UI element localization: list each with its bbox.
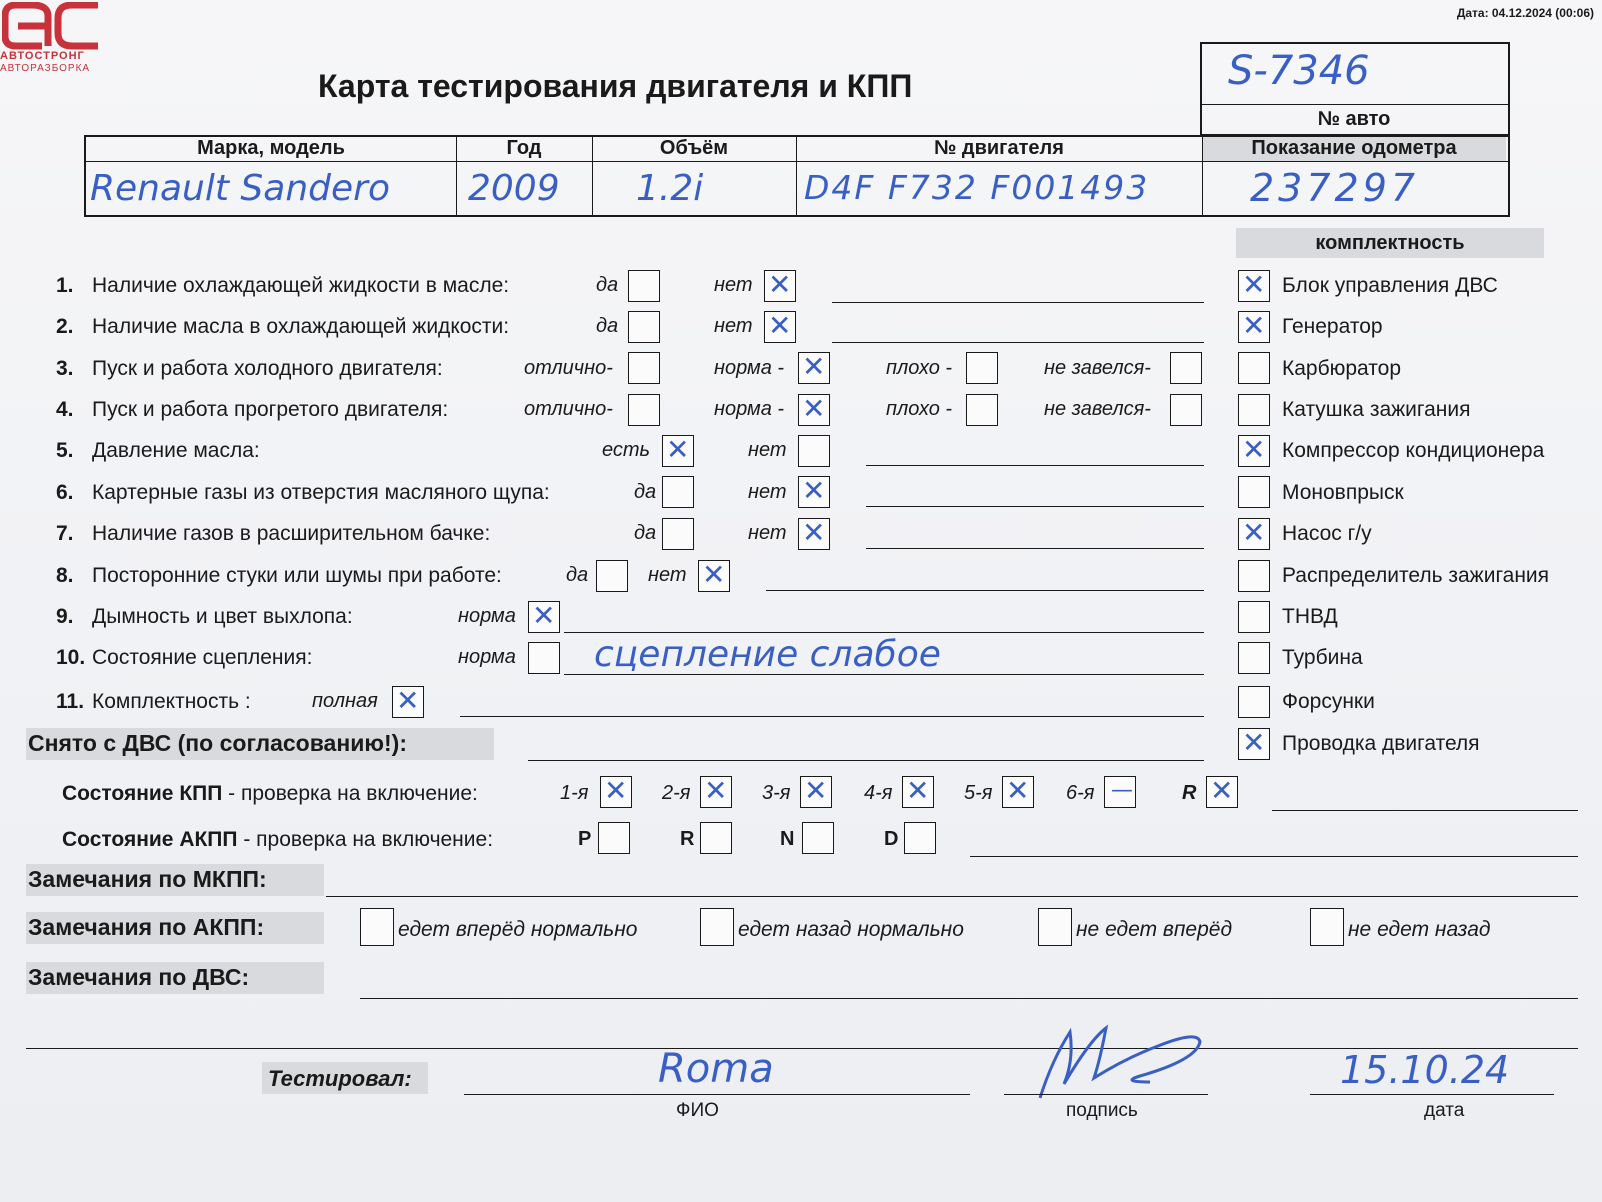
tester-name: Roma xyxy=(658,1046,774,1092)
check-label: Наличие охлаждающей жидкости в масле: xyxy=(92,274,510,297)
tested-label: Тестировал: xyxy=(268,1066,412,1091)
checkbox-checked[interactable] xyxy=(662,435,694,467)
test-date: 15.10.24 xyxy=(1340,1048,1510,1092)
check-option: нет xyxy=(748,522,787,544)
check-mark-icon: ✕ xyxy=(802,392,826,425)
akpp-mode-checkbox[interactable] xyxy=(700,822,732,854)
checkbox[interactable] xyxy=(1170,394,1202,426)
check-mark-icon: ✕ xyxy=(1242,309,1266,342)
check-option: плохо - xyxy=(886,357,953,379)
checkbox[interactable] xyxy=(662,476,694,508)
gear-checkbox-checked[interactable] xyxy=(1002,776,1034,808)
akpp-remark-option: едет вперёд нормально xyxy=(398,918,638,941)
check-option: плохо - xyxy=(886,398,953,420)
signature-caption: подпись xyxy=(1066,1100,1138,1121)
checkbox-checked[interactable] xyxy=(764,311,796,343)
header-col-odometer: Показание одометра xyxy=(1251,137,1457,159)
check-number: 8. xyxy=(56,564,74,587)
checkbox[interactable] xyxy=(662,518,694,550)
check-label: Давление масла: xyxy=(92,439,260,462)
equipment-checkbox-checked[interactable] xyxy=(1238,311,1270,343)
gear-label: 6-я xyxy=(1066,782,1095,804)
equipment-checkbox-checked[interactable] xyxy=(1238,728,1270,760)
akpp-remarks-label: Замечания по АКПП: xyxy=(28,914,265,940)
checkbox[interactable] xyxy=(798,435,830,467)
checkbox-checked[interactable] xyxy=(798,476,830,508)
akpp-mode-checkbox[interactable] xyxy=(904,822,936,854)
check-option: не завелся- xyxy=(1044,357,1151,379)
equipment-checkbox[interactable] xyxy=(1238,394,1270,426)
signature-line xyxy=(1004,1094,1208,1095)
check-number: 10. xyxy=(56,646,86,669)
notes-line xyxy=(460,716,1204,717)
kpp-label-bold: Состояние КПП xyxy=(62,782,223,805)
equipment-label: Моновпрыск xyxy=(1282,481,1404,504)
check-label: Дымность и цвет выхлопа: xyxy=(92,605,353,628)
check-option: нет xyxy=(748,439,787,461)
akpp-remark-checkbox[interactable] xyxy=(1038,908,1072,946)
gear-checkbox-checked[interactable] xyxy=(1206,776,1238,808)
akpp-mode-label: D xyxy=(884,828,899,850)
checkbox-checked[interactable] xyxy=(798,352,830,384)
check-mark-icon: ✕ xyxy=(804,774,828,807)
notes-line xyxy=(766,590,1204,591)
check-option: да xyxy=(596,315,619,337)
checkbox[interactable] xyxy=(628,311,660,343)
equipment-label: Компрессор кондиционера xyxy=(1282,439,1545,462)
equipment-label: Генератор xyxy=(1282,315,1383,338)
equipment-label: Карбюратор xyxy=(1282,357,1402,380)
check-mark-icon: ✕ xyxy=(666,433,690,466)
check-mark-icon: ✕ xyxy=(1210,774,1234,807)
checkbox-checked[interactable] xyxy=(798,518,830,550)
logo-text: АВТОСТРОНГ xyxy=(0,50,85,62)
gear-checkbox-checked[interactable] xyxy=(700,776,732,808)
gear-label: 3-я xyxy=(762,782,791,804)
check-mark-icon: ✕ xyxy=(1242,726,1266,759)
removed-line xyxy=(528,760,1204,761)
check-option: да xyxy=(634,481,657,503)
check-label: Состояние сцепления: xyxy=(92,646,313,669)
akpp-line xyxy=(970,856,1578,857)
equipment-label: Насос г/у xyxy=(1282,522,1372,545)
equipment-checkbox-checked[interactable] xyxy=(1238,518,1270,550)
checkbox[interactable] xyxy=(628,270,660,302)
akpp-remark-checkbox[interactable] xyxy=(1310,908,1344,946)
gear-label: R xyxy=(1182,782,1197,804)
check-option: да xyxy=(634,522,657,544)
equipment-checkbox[interactable] xyxy=(1238,601,1270,633)
notes-line xyxy=(832,302,1204,303)
equipment-label: ТНВД xyxy=(1282,605,1338,628)
akpp-mode-label: P xyxy=(578,828,592,850)
equipment-checkbox[interactable] xyxy=(1238,686,1270,718)
equipment-label: Блок управления ДВС xyxy=(1282,274,1498,297)
checkbox[interactable] xyxy=(628,394,660,426)
check-number: 7. xyxy=(56,522,74,545)
gear-checkbox-checked[interactable] xyxy=(800,776,832,808)
check-mark-icon: ✕ xyxy=(1242,268,1266,301)
checkbox[interactable] xyxy=(528,642,560,674)
equipment-checkbox[interactable] xyxy=(1238,560,1270,592)
check-number: 1. xyxy=(56,274,74,297)
check-mark-icon: ✕ xyxy=(906,774,930,807)
kpp-line xyxy=(1272,810,1578,811)
akpp-label-bold: Состояние АКПП xyxy=(62,828,238,851)
signature-icon xyxy=(1030,1020,1210,1104)
volume-value: 1.2i xyxy=(636,168,704,209)
name-caption: ФИО xyxy=(676,1100,719,1121)
header-col-engine-no: № двигателя xyxy=(934,137,1064,159)
header-col-year: Год xyxy=(506,137,542,159)
date-line xyxy=(1310,1094,1554,1095)
check-mark-icon: ✕ xyxy=(1006,774,1030,807)
mkpp-remarks-line xyxy=(326,896,1578,897)
kpp-label xyxy=(62,782,478,806)
check-mark-icon: ✕ xyxy=(802,516,826,549)
header-col-volume: Объём xyxy=(659,137,729,159)
check-mark-icon: ✕ xyxy=(396,684,420,717)
check-mark-icon: ✕ xyxy=(604,774,628,807)
checkbox[interactable] xyxy=(966,394,998,426)
check-option: нет xyxy=(714,315,753,337)
dash-mark-icon: — xyxy=(1111,778,1133,803)
check-mark-icon: ✕ xyxy=(802,350,826,383)
check-mark-icon: ✕ xyxy=(702,558,726,591)
check-number: 4. xyxy=(56,398,74,421)
check-number: 9. xyxy=(56,605,74,628)
akpp-mode-checkbox[interactable] xyxy=(802,822,834,854)
akpp-remark-option: едет назад нормально xyxy=(738,918,964,941)
check-label: Комплектность : xyxy=(92,690,251,713)
equipment-checkbox-checked[interactable] xyxy=(1238,435,1270,467)
checkbox-checked[interactable] xyxy=(528,601,560,633)
check-option: нет xyxy=(648,564,687,586)
akpp-label xyxy=(62,828,493,852)
kpp-label-rest: - проверка на включение: xyxy=(222,782,478,805)
check-number: 6. xyxy=(56,481,74,504)
check-mark-icon: ✕ xyxy=(532,599,556,632)
gear-label: 5-я xyxy=(964,782,993,804)
check-mark-icon: ✕ xyxy=(802,474,826,507)
akpp-mode-label: R xyxy=(680,828,695,850)
akpp-remark-checkbox[interactable] xyxy=(700,908,734,946)
equipment-label: Проводка двигателя xyxy=(1282,732,1480,755)
equipment-checkbox-checked[interactable] xyxy=(1238,270,1270,302)
notes-line xyxy=(832,342,1204,343)
checkbox-checked[interactable] xyxy=(798,394,830,426)
car-number-label: № авто xyxy=(1317,108,1391,130)
logo-subtext: АВТОРАЗБОРКА xyxy=(0,63,91,74)
check-option: полная xyxy=(312,690,378,712)
notes-line xyxy=(564,674,1204,675)
odometer-value: 237297 xyxy=(1250,166,1420,210)
check-label: Наличие газов в расширительном бачке: xyxy=(92,522,491,545)
dvs-remarks-label: Замечания по ДВС: xyxy=(28,964,250,990)
akpp-mode-checkbox[interactable] xyxy=(598,822,630,854)
dvs-remarks-line xyxy=(360,998,1578,999)
engine-no-value: D4F F732 F001493 xyxy=(804,168,1150,207)
notes-line xyxy=(564,632,1204,633)
model-value: Renault Sandero xyxy=(90,168,390,209)
check-option: да xyxy=(596,274,619,296)
removed-label: Снято с ДВС (по согласованию!): xyxy=(28,730,407,756)
check-label: Картерные газы из отверстия масляного щупа: xyxy=(92,481,550,504)
car-number-value: S-7346 xyxy=(1228,48,1370,94)
header-col-model: Марка, модель xyxy=(197,137,345,159)
notes-line xyxy=(866,465,1204,466)
check-option: норма xyxy=(458,605,516,627)
check-option: норма xyxy=(458,646,516,668)
check-option: нет xyxy=(748,481,787,503)
name-line xyxy=(464,1094,970,1095)
equipment-label: Распределитель зажигания xyxy=(1282,564,1550,587)
checkbox[interactable] xyxy=(1170,352,1202,384)
equipment-label: Катушка зажигания xyxy=(1282,398,1471,421)
equipment-title: комплектность xyxy=(1315,232,1465,254)
equipment-label: Турбина xyxy=(1282,646,1363,669)
check-mark-icon: ✕ xyxy=(704,774,728,807)
check-label: Пуск и работа прогретого двигателя: xyxy=(92,398,449,421)
checkbox[interactable] xyxy=(628,352,660,384)
page-title: Карта тестирования двигателя и КПП xyxy=(318,68,913,104)
autostrong-logo-icon xyxy=(2,2,102,50)
check-number: 3. xyxy=(56,357,74,380)
gear-label: 4-я xyxy=(864,782,893,804)
akpp-remark-checkbox[interactable] xyxy=(360,908,394,946)
check-label: Пуск и работа холодного двигателя: xyxy=(92,357,443,380)
equipment-checkbox[interactable] xyxy=(1238,476,1270,508)
checkbox-checked[interactable] xyxy=(392,686,424,718)
equipment-checkbox[interactable] xyxy=(1238,642,1270,674)
check-mark-icon: ✕ xyxy=(768,309,792,342)
check-option: норма - xyxy=(714,357,785,379)
akpp-remark-option: не едет вперёд xyxy=(1076,918,1233,941)
gear-label: 1-я xyxy=(560,782,589,804)
check-label: Посторонние стуки или шумы при работе: xyxy=(92,564,502,587)
check-mark-icon: ✕ xyxy=(1242,433,1266,466)
check-number: 2. xyxy=(56,315,74,338)
check-label: Наличие масла в охлаждающей жидкости: xyxy=(92,315,510,338)
gear-checkbox-checked[interactable] xyxy=(600,776,632,808)
mkpp-remarks-label: Замечания по МКПП: xyxy=(28,866,267,892)
gear-checkbox-checked[interactable] xyxy=(902,776,934,808)
akpp-remark-option: не едет назад xyxy=(1348,918,1491,941)
notes-line xyxy=(866,548,1204,549)
car-number-divider xyxy=(1200,104,1508,105)
check-option: нет xyxy=(714,274,753,296)
check-option: норма - xyxy=(714,398,785,420)
check-number: 11. xyxy=(56,690,85,713)
akpp-label-rest: - проверка на включение: xyxy=(237,828,494,851)
checkbox[interactable] xyxy=(966,352,998,384)
equipment-label: Форсунки xyxy=(1282,690,1375,713)
checkbox-checked[interactable] xyxy=(764,270,796,302)
check-number: 5. xyxy=(56,439,74,462)
year-value: 2009 xyxy=(468,168,560,209)
clutch-note: сцепление слабое xyxy=(594,634,941,675)
date-caption: дата xyxy=(1424,1100,1465,1121)
akpp-mode-label: N xyxy=(780,828,795,850)
check-mark-icon: ✕ xyxy=(768,268,792,301)
check-option: да xyxy=(566,564,589,586)
gear-label: 2-я xyxy=(662,782,691,804)
check-option: есть xyxy=(602,439,651,461)
checkbox-checked[interactable] xyxy=(698,560,730,592)
notes-line xyxy=(866,506,1204,507)
check-option: отлично- xyxy=(524,398,613,420)
equipment-checkbox[interactable] xyxy=(1238,352,1270,384)
print-date: Дата: 04.12.2024 (00:06) xyxy=(1456,6,1594,20)
gear-checkbox-dash[interactable] xyxy=(1104,776,1136,808)
check-mark-icon: ✕ xyxy=(1242,516,1266,549)
checkbox[interactable] xyxy=(596,560,628,592)
check-option: не завелся- xyxy=(1044,398,1151,420)
check-option: отлично- xyxy=(524,357,613,379)
